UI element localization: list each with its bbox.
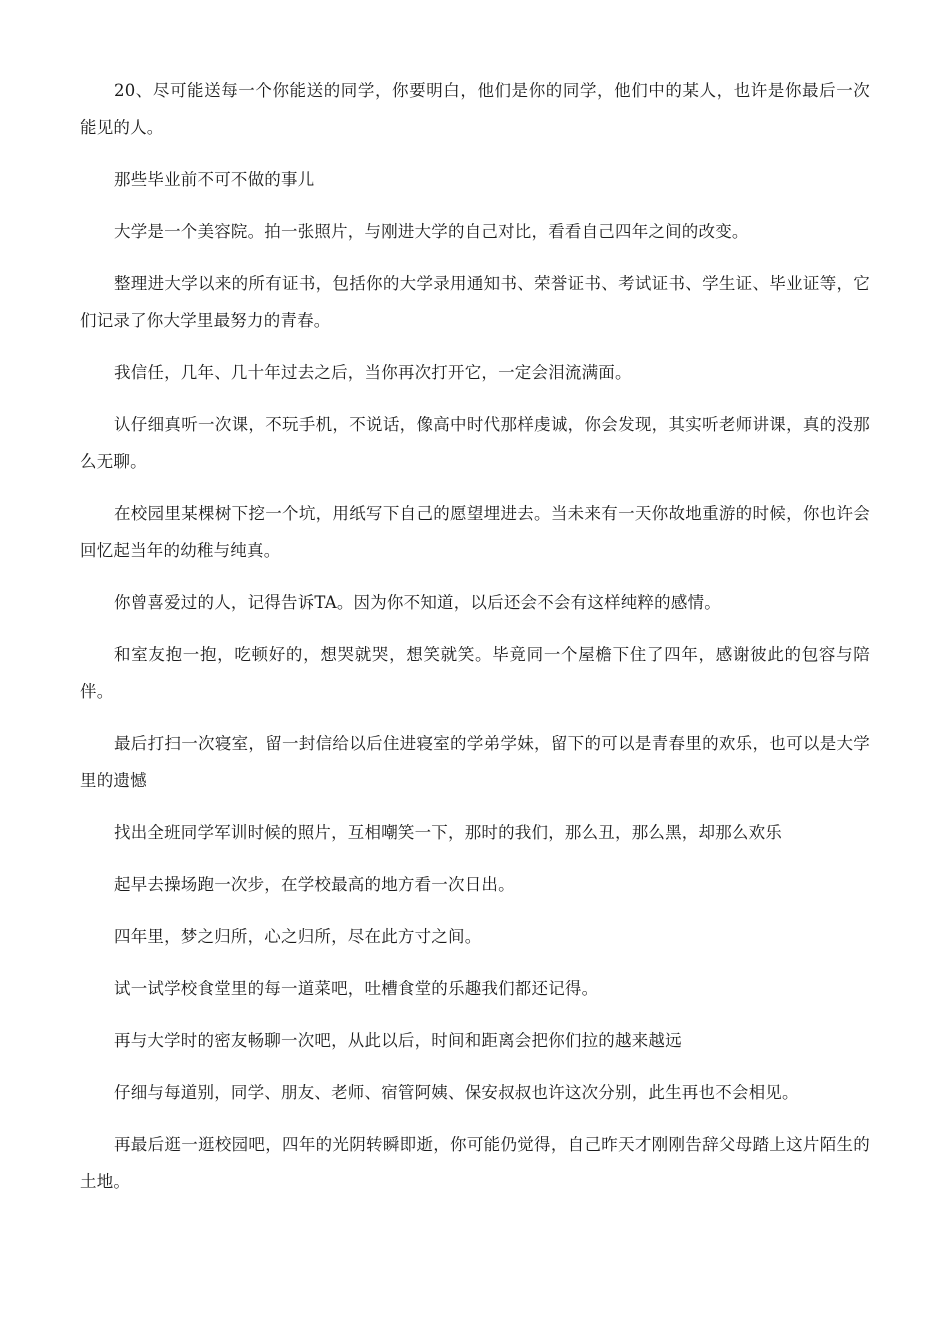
- paragraph-tell-crush: 你曾喜爱过的人，记得告诉TA。因为你不知道，以后还会不会有这样纯粹的感情。: [114, 593, 721, 612]
- paragraph-canteen: 试一试学校食堂里的每一道菜吧，吐槽食堂的乐趣我们都还记得。: [114, 979, 599, 998]
- paragraph-military-photos: 找出全班同学军训时候的照片，互相嘲笑一下，那时的我们，那么丑，那么黑，却那么欢乐: [114, 823, 782, 842]
- document-body: [80, 72, 870, 1215]
- paragraph-tears: 我信任，几年、几十年过去之后，当你再次打开它，一定会泪流满面。: [114, 363, 632, 382]
- paragraph-bury-wish: 在校园里某棵树下挖一个坑，用纸写下自己的愿望埋进去。当未来有一天你故地重游的时候，你也许会回忆起当年的幼稚与纯真。: [80, 504, 870, 560]
- paragraph-close-friend: 再与大学时的密友畅聊一次吧，从此以后，时间和距离会把你们拉的越来越远: [114, 1031, 682, 1050]
- paragraph-four-years: 四年里，梦之归所，心之归所，尽在此方寸之间。: [114, 927, 482, 946]
- paragraph-clean-dorm: 最后打扫一次寝室，留一封信给以后住进寝室的学弟学妹，留下的可以是青春里的欢乐，也可以是大学里的遗憾: [80, 734, 870, 790]
- paragraph-photo-compare: 大学是一个美容院。拍一张照片，与刚进大学的自己对比，看看自己四年之间的改变。: [114, 222, 749, 241]
- paragraph-hug-roommates: 和室友抱一抱，吃顿好的，想哭就哭，想笑就笑。毕竟同一个屋檐下住了四年，感谢彼此的包容与陪伴。: [80, 645, 870, 701]
- paragraph-stroll-campus: 再最后逛一逛校园吧，四年的光阴转瞬即逝，你可能仍觉得，自己昨天才刚刚告辞父母踏上这片陌生的土地。: [80, 1135, 870, 1191]
- paragraph-certificates: 整理进大学以来的所有证书，包括你的大学录用通知书、荣誉证书、考试证书、学生证、毕业证等，它们记录了你大学里最努力的青春。: [80, 274, 870, 330]
- section-heading: 那些毕业前不可不做的事儿: [114, 170, 315, 189]
- paragraph-attend-class: 认仔细真听一次课，不玩手机，不说话，像高中时代那样虔诚，你会发现，其实听老师讲课，真的没那么无聊。: [80, 415, 870, 471]
- paragraph-sunrise-run: 起早去操场跑一次步，在学校最高的地方看一次日出。: [114, 875, 515, 894]
- paragraph-20-see-off-classmates: 20、尽可能送每一个你能送的同学，你要明白，他们是你的同学，他们中的某人，也许是你最后一次能见的人。: [80, 81, 870, 137]
- paragraph-say-goodbye: 仔细与每道别，同学、朋友、老师、宿管阿姨、保安叔叔也许这次分别，此生再也不会相见。: [114, 1083, 799, 1102]
